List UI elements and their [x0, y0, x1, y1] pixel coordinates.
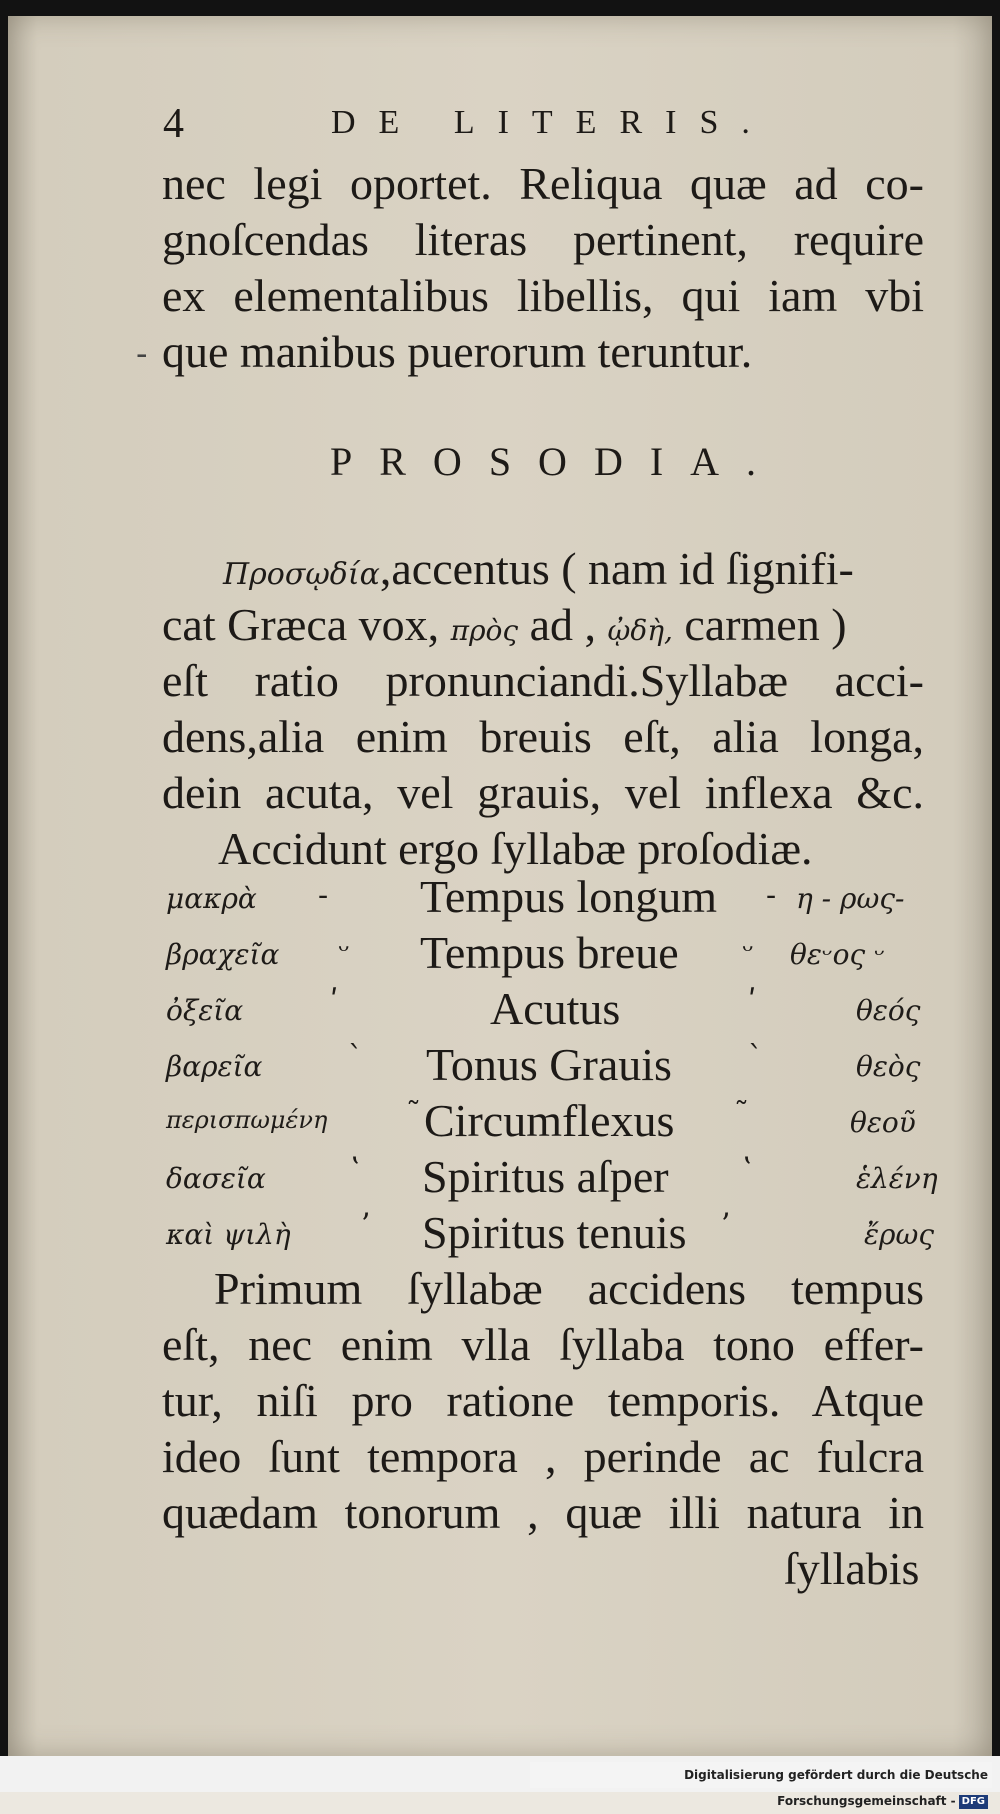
page-number: 4 [163, 101, 184, 147]
latin-name: Spiritus aſper [422, 1151, 669, 1202]
text-line: nec legi oportet. Reliqua quæ ad co- [162, 158, 924, 209]
text-span: carmen ) [684, 599, 847, 650]
greek-example: ἑλένη [856, 1162, 938, 1195]
greek-name: βαρεῖα [166, 1050, 263, 1083]
greek-name: μακρὰ [166, 882, 257, 915]
accent-mark: ʽ [742, 1152, 752, 1187]
greek-example: θεὸς [856, 1050, 921, 1083]
greek-name: καὶ ψιλὴ [166, 1218, 291, 1251]
accent-mark: ʽ [350, 1152, 360, 1187]
greek-example: ἔρως [864, 1218, 934, 1251]
accent-mark: - [318, 878, 329, 913]
margin-mark: - [136, 334, 148, 374]
greek-name: ὀξεῖα [166, 994, 244, 1027]
digitization-credit [530, 1762, 992, 1808]
text-span: ,accentus ( nam id ſignifi- [379, 543, 854, 594]
text-span: ad , [529, 599, 596, 650]
greek-word: ᾠδὴ, [607, 614, 673, 647]
greek-example: η - ρως- [796, 882, 905, 915]
greek-name: βραχεῖα [166, 938, 280, 971]
text-line [162, 597, 847, 659]
greek-example: θεοῦ [850, 1106, 916, 1139]
greek-example: θεᵕος ᵕ [790, 938, 885, 971]
accent-mark: ʼ [360, 1208, 370, 1243]
credit-text: Digitalisierung gefördert durch die Deutsche Forschungsgemeinschaft - [684, 1768, 988, 1808]
latin-name: Circumflexus [424, 1095, 675, 1146]
text-line [223, 541, 854, 603]
text-line: Primum ſyllabæ accidens tempus [214, 1263, 924, 1314]
text-line: dens,alia enim breuis eſt, alia longa, [162, 711, 924, 762]
greek-name: δασεῖα [166, 1162, 266, 1195]
running-title: DE LITERIS. [331, 104, 773, 141]
latin-name: Tempus longum [420, 871, 718, 922]
text-line: eſt ratio pronunciandi.Syllabæ acci- [162, 655, 924, 706]
accent-mark: ʹ [330, 984, 339, 1019]
accent-mark: - [766, 878, 777, 913]
latin-name: Acutus [490, 983, 621, 1034]
text-line: gnoſcendas literas pertinent, require [162, 214, 924, 265]
accent-mark: ` [348, 1040, 363, 1075]
accent-mark: ` [748, 1040, 763, 1075]
greek-name: περισπωμένη [166, 1106, 328, 1134]
latin-name: Tempus breue [420, 927, 679, 978]
text-line: eſt, nec enim vlla ſyllaba tono effer- [162, 1319, 924, 1370]
accent-mark: ˜ [734, 1096, 749, 1131]
text-line: ideo ſunt tempora , perinde ac fulcra [162, 1431, 924, 1482]
greek-example: θεός [856, 994, 921, 1027]
accent-mark: ᵕ [742, 934, 754, 969]
text-line: que manibus puerorum teruntur. [162, 326, 753, 377]
catchword: ſyllabis [784, 1543, 920, 1594]
greek-word: πρὸς [450, 614, 519, 647]
book-page [8, 16, 992, 1756]
text-line: quædam tonorum , quæ illi natura in [162, 1487, 924, 1538]
dfg-logo: DFG [959, 1795, 988, 1809]
latin-name: Spiritus tenuis [422, 1207, 687, 1258]
greek-term: Προσῳδία [223, 557, 380, 592]
text-line: dein acuta, vel grauis, vel inflexa &c. [162, 767, 924, 818]
text-line: ex elementalibus libellis, qui iam vbi [162, 270, 924, 321]
text-line: Accidunt ergo ſyllabæ proſodiæ. [218, 823, 813, 874]
accent-mark: ˜ [406, 1096, 421, 1131]
text-line: tur, niſi pro ratione temporis. Atque [162, 1375, 924, 1426]
accent-mark: ᵕ [338, 934, 350, 969]
accent-mark: ʼ [720, 1208, 730, 1243]
latin-name: Tonus Grauis [426, 1039, 672, 1090]
section-heading: PROSODIA. [330, 439, 784, 484]
accent-mark: ʹ [748, 984, 757, 1019]
text-span: cat Græca vox, [162, 599, 440, 650]
